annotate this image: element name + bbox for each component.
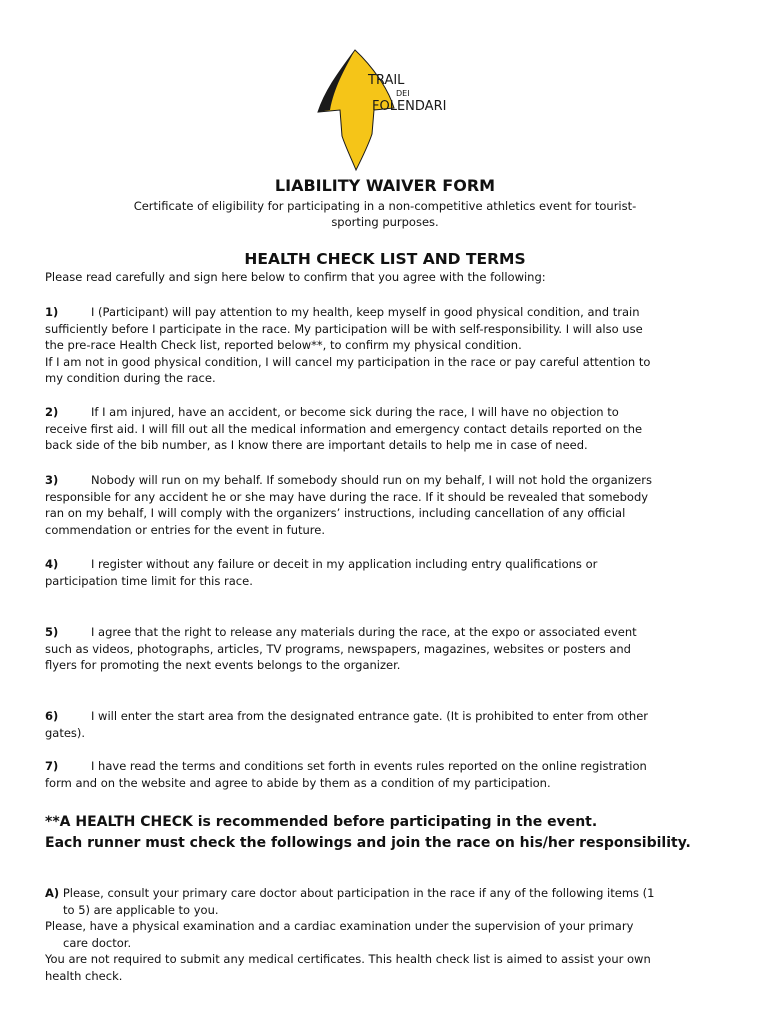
section-a-line: Please, consult your primary care doctor about participation in the race if any of the following items (1 bbox=[62, 886, 655, 900]
item-line: I will enter the start area from the designated entrance gate. (It is prohibited to enter from other bbox=[91, 709, 649, 723]
health-check-note bbox=[45, 812, 735, 854]
item-line: such as videos, photographs, articles, TV programs, newspapers, magazines, websites or posters and bbox=[45, 641, 631, 656]
item-line: gates). bbox=[45, 725, 86, 740]
item-line: If I am not in good physical condition, I will cancel my participation in the race or pay careful attention to bbox=[45, 354, 651, 369]
item-line: responsible for any accident he or she may have during the race. If it should be revealed that somebody bbox=[45, 489, 649, 504]
item-line: ran on my behalf, I will comply with the organizers’ instructions, including cancellation of any official bbox=[45, 506, 626, 521]
section-a-line: to 5) are applicable to you. bbox=[63, 902, 219, 917]
item-number: 5) bbox=[45, 625, 59, 639]
terms-item-2 bbox=[45, 404, 725, 454]
section-a-label: A) bbox=[45, 886, 60, 900]
terms-item-7 bbox=[45, 758, 725, 791]
section-a-line: health check. bbox=[45, 968, 123, 983]
item-line: I (Participant) will pay attention to my health, keep myself in good physical condition, and train bbox=[91, 305, 640, 319]
section-a bbox=[45, 885, 725, 985]
item-number: 1) bbox=[45, 305, 59, 319]
item-line: participation time limit for this race. bbox=[45, 573, 253, 588]
note-line-2: Each runner must check the followings and join the race on his/her responsibility. bbox=[45, 835, 691, 851]
item-line: Nobody will run on my behalf. If somebody should run on my behalf, I will not hold the organizers bbox=[91, 473, 652, 487]
section-a-line: You are not required to submit any medical certificates. This health check list is aimed to assist your own bbox=[45, 952, 651, 967]
page-subtitle bbox=[100, 198, 670, 230]
item-line: back side of the bib number, as I know there are important details to help me in case of need. bbox=[45, 438, 588, 453]
trail-dei-folendari-logo bbox=[312, 48, 462, 172]
item-line: my condition during the race. bbox=[45, 371, 216, 386]
svg-text:TRAIL: TRAIL bbox=[368, 73, 405, 88]
section-a-line: care doctor. bbox=[63, 935, 132, 950]
item-number: 4) bbox=[45, 557, 59, 571]
terms-item-4 bbox=[45, 556, 725, 589]
section-a-line: Please, have a physical examination and a cardiac examination under the supervision of your primary bbox=[45, 919, 634, 934]
svg-text:FOLENDARI: FOLENDARI bbox=[372, 99, 447, 114]
item-line: commendation or entries for the event in future. bbox=[45, 522, 325, 537]
item-number: 3) bbox=[45, 473, 59, 487]
arrowhead-leaf-logo-icon bbox=[312, 48, 462, 172]
item-line: I agree that the right to release any materials during the race, at the expo or associated event bbox=[91, 625, 637, 639]
section-heading: HEALTH CHECK LIST AND TERMS bbox=[244, 250, 526, 268]
item-number: 7) bbox=[45, 759, 59, 773]
item-line: receive first aid. I will fill out all the medical information and emergency contact details reported on the bbox=[45, 421, 643, 436]
item-line: form and on the website and agree to abide by them as a condition of my participation. bbox=[45, 775, 551, 790]
terms-item-3 bbox=[45, 472, 725, 538]
page-title: LIABILITY WAIVER FORM bbox=[274, 176, 496, 195]
item-line: I register without any failure or deceit in my application including entry qualifications or bbox=[91, 557, 598, 571]
subtitle-line-2: sporting purposes. bbox=[331, 215, 439, 229]
item-line: flyers for promoting the next events belongs to the organizer. bbox=[45, 658, 401, 673]
item-number: 2) bbox=[45, 405, 59, 419]
terms-item-1 bbox=[45, 304, 725, 387]
note-line-1: **A HEALTH CHECK is recommended before participating in the event. bbox=[45, 814, 598, 830]
subtitle-line-1: Certificate of eligibility for participating in a non-competitive athletics event for tourist- bbox=[133, 199, 637, 213]
item-line: sufficiently before I participate in the race. My participation will be with self-responsibility. I will also use bbox=[45, 321, 643, 336]
terms-item-6 bbox=[45, 708, 725, 741]
intro-text: Please read carefully and sign here below to confirm that you agree with the following: bbox=[45, 270, 546, 284]
item-line: the pre-race Health Check list, reported below**, to confirm my physical condition. bbox=[45, 338, 522, 353]
svg-text:DEI: DEI bbox=[396, 89, 410, 98]
item-line: I have read the terms and conditions set forth in events rules reported on the online registration bbox=[91, 759, 647, 773]
item-line: If I am injured, have an accident, or become sick during the race, I will have no objection to bbox=[91, 405, 619, 419]
item-number: 6) bbox=[45, 709, 59, 723]
terms-item-5 bbox=[45, 624, 725, 674]
